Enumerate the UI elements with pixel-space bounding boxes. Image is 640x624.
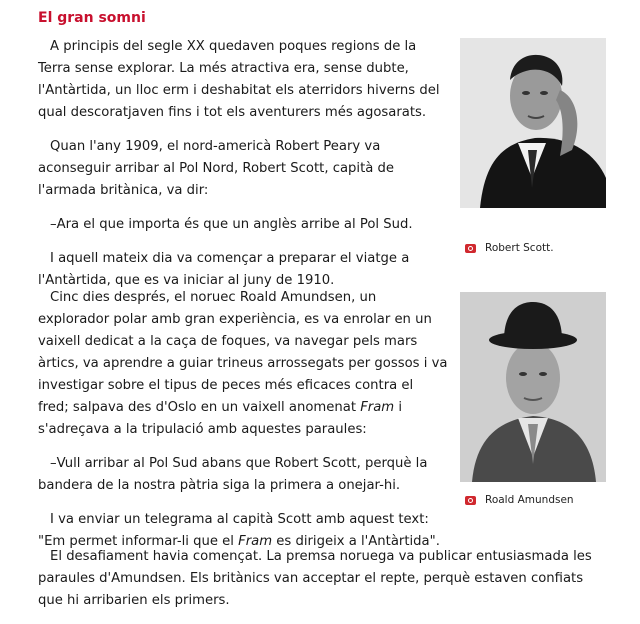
caption-text: Roald Amundsen [485, 494, 574, 506]
camera-icon [465, 244, 476, 253]
paragraph-amundsen-text-2: i s'adreçava a la tripulació amb aquestes paraules: [38, 400, 402, 437]
photo-robert-scott [460, 38, 606, 208]
paragraph-telegram-text-1: I va enviar un telegrama al capità Scott amb aquest text: "Em permet informar-li que el [38, 512, 429, 549]
paragraph-intro: A principis del segle XX quedaven poques regions de la Terra sense explorar. La més atractiva era, sense dubte, l'Antàrtida, un lloc erm i deshabitat els aterridors hiverns del qual descoratjaven fins i tot els aventurers més agosarats. [38, 39, 440, 120]
camera-icon [465, 496, 476, 505]
paragraph-amundsen-quote: –Vull arribar al Pol Sud abans que Robert Scott, perquè la bandera de la nostra pàtria siga la primera a onejar-hi. [38, 456, 428, 493]
page-title: El gran somni [38, 10, 146, 26]
paragraph-challenge: El desafiament havia començat. La premsa noruega va publicar entusiasmada les paraules d'Amundsen. Els britànics van acceptar el repte, perquè estaven confiats que hi arribarien els primers. [38, 549, 592, 608]
text-column-middle [38, 287, 448, 565]
paragraph-scott-quote: –Ara el que importa és que un anglès arribe al Pol Sud. [50, 217, 413, 232]
paragraph-amundsen [38, 287, 448, 441]
text-column-bottom [38, 546, 608, 624]
photo-roald-amundsen [460, 292, 606, 482]
text-column-top [38, 36, 448, 304]
paragraph-telegram-text-2: es dirigeix a l'Antàrtida". [272, 534, 440, 549]
ship-name: Fram [238, 534, 273, 549]
paragraph-preparation: I aquell mateix dia va començar a preparar el viatge a l'Antàrtida, que es va iniciar al juny de 1910. [38, 251, 410, 288]
paragraph-peary: Quan l'any 1909, el nord-americà Robert Peary va aconseguir arribar al Pol Nord, Robert Scott, capità de l'armada britànica, va dir: [38, 139, 395, 198]
caption-roald-amundsen [465, 494, 574, 506]
caption-text: Robert Scott. [485, 242, 554, 254]
paragraph-amundsen-text-1: Cinc dies després, el noruec Roald Amundsen, un explorador polar amb gran experiència, es va enrolar en un vaixell dedicat a la caça de foques, va navegar pels mars àrtics, va aprendre a guiar trineus arrossegats per gossos i va investigar sobre el tipus de peces més eficaces contra el fred; salpava des d'Oslo en un vaixell anomenat [38, 290, 448, 415]
caption-robert-scott [465, 242, 554, 254]
ship-name: Fram [360, 400, 395, 415]
